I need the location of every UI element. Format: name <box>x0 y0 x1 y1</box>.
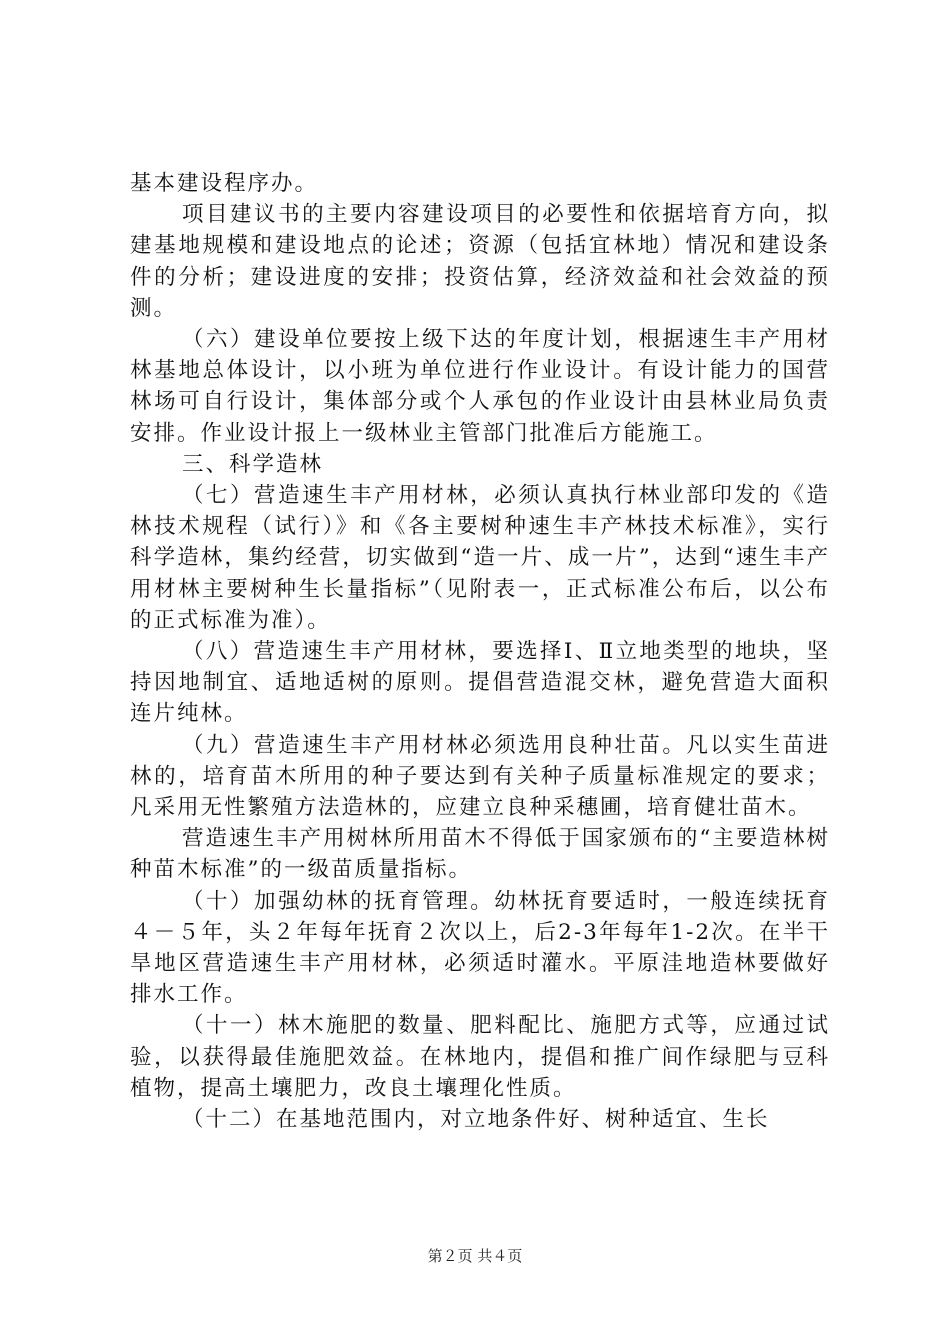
page-number-footer: 第２页 共４页 <box>427 1247 523 1265</box>
paragraph-item-12: （十二）在基地范围内，对立地条件好、树种适宜、生长 <box>182 1107 770 1133</box>
paragraph-item-11: （十一）林木施肥的数量、肥料配比、施肥方式等，应通过试验，以获得最佳施肥效益。在林地内，提倡和推广间作绿肥与豆科植物，提高土壤肥力，改良土壤理化性质。 <box>130 1013 830 1101</box>
paragraph-item-8: （八）营造速生丰产用材林，要选择Ⅰ、Ⅱ立地类型的地块，坚持因地制宜、适地适树的原则。提倡营造混交林，避免营造大面积连片纯林。 <box>130 639 830 727</box>
paragraph-proposal-content: 项目建议书的主要内容建设项目的必要性和依据培育方向，拟建基地规模和建设地点的论述；资源（包括宜林地）情况和建设条件的分析；建设进度的安排；投资估算，经济效益和社会效益的预测。 <box>130 202 830 321</box>
paragraph-item-10: （十）加强幼林的抚育管理。幼林抚育要适时，一般连续抚育４－５年，头２年每年抚育２次以上，后2-3年每年1-2次。在半干旱地区营造速生丰产用材林，必须适时灌水。平原洼地造林要做好排水工作。 <box>130 888 830 1008</box>
section-heading-scientific-afforestation: 三、科学造林 <box>182 451 324 477</box>
paragraph-seedling-standard: 营造速生丰产用树林所用苗木不得低于国家颁布的“主要造林树种苗木标准”的一级苗质量指标。 <box>130 826 830 883</box>
paragraph-item-7: （七）营造速生丰产用材林，必须认真执行林业部印发的《造林技术规程（试行）》和《各主要树种速生丰产林技术标准》，实行科学造林，集约经营，切实做到“造一片、成一片”，达到“速生丰产用材林主要树种生长量指标”（见附表一，正式标准公布后，以公布的正式标准为准）。 <box>130 483 830 633</box>
paragraph-continuation: 基本建设程序办。 <box>130 171 319 196</box>
document-body <box>130 168 830 1135</box>
paragraph-item-9: （九）营造速生丰产用材林必须选用良种壮苗。凡以实生苗进林的，培育苗木所用的种子要达到有关种子质量标准规定的要求；凡采用无性繁殖方法造林的，应建立良种采穗圃，培育健壮苗木。 <box>130 732 830 821</box>
paragraph-item-6: （六）建设单位要按上级下达的年度计划，根据速生丰产用材林基地总体设计，以小班为单位进行作业设计。有设计能力的国营林场可自行设计，集体部分或个人承包的作业设计由县林业局负责安排。作业设计报上一级林业主管部门批准后方能施工。 <box>130 327 830 446</box>
